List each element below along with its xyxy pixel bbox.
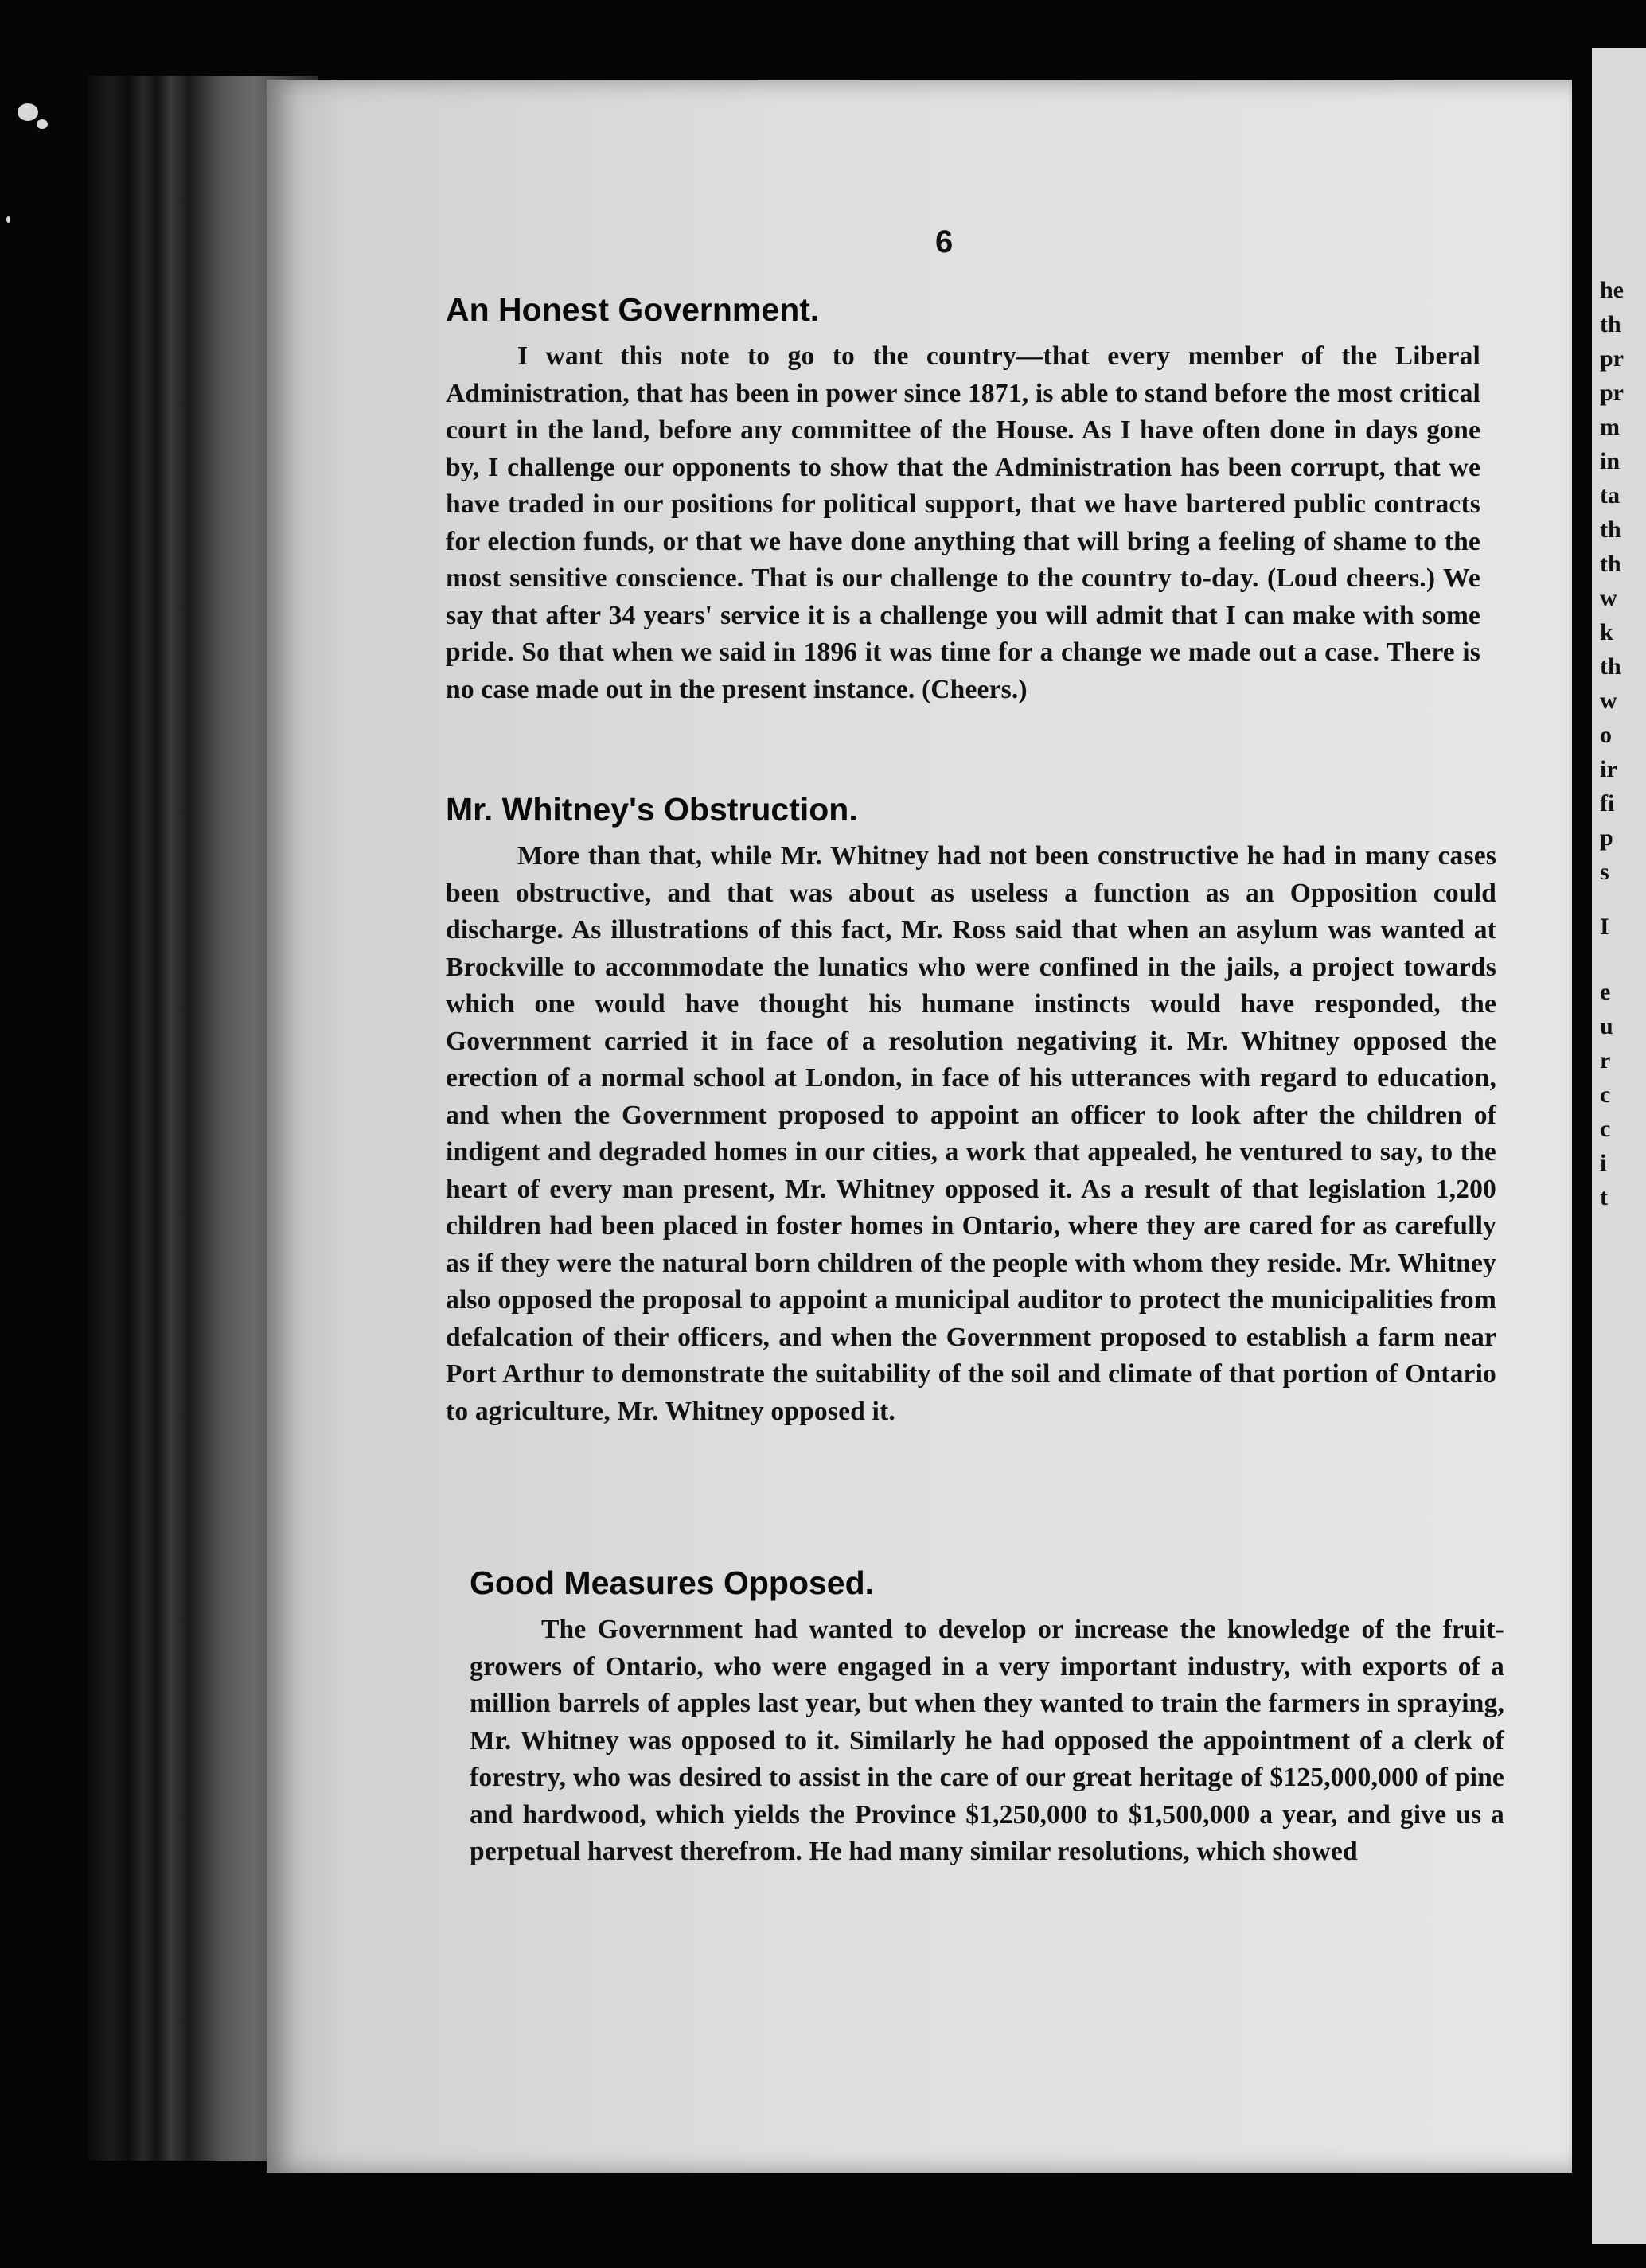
section-heading: Good Measures Opposed.: [470, 1565, 875, 1601]
dust-speck: [6, 216, 10, 223]
page-number: 6: [935, 224, 954, 259]
section-heading: An Honest Government.: [446, 291, 820, 328]
section-heading: Mr. Whitney's Obstruction.: [446, 791, 858, 828]
facing-page-text-fragment: w: [1600, 688, 1617, 714]
facing-page-text-fragment: pr: [1600, 345, 1624, 372]
facing-page-edge: [1592, 48, 1646, 2244]
facing-page-text-fragment: th: [1600, 311, 1621, 337]
facing-page-text-fragment: t: [1600, 1184, 1608, 1210]
facing-page-text-fragment: th: [1600, 551, 1621, 577]
section-paragraph: The Government had wanted to develop or increase the knowledge of the fruit-growers of Ontario, who were engaged in a very important industry, with exports of a million barrels of apples last year, but when they wanted to train the farmers in spraying, Mr. Whitney was opposed to it. Similarly he had opposed the appointment of a clerk of forestry, who was desired to assist in the care of our great heritage of $125,000,000 of pine and hardwood, which yields the Province $1,250,000 to $1,500,000 a year, and give us a perpetual harvest therefrom. He had many similar resolutions, which showed: [470, 1615, 1504, 1866]
facing-page-text-fragment: c: [1600, 1081, 1611, 1108]
dust-speck: [37, 119, 48, 129]
facing-page-text-fragment: k: [1600, 619, 1613, 645]
facing-page-text-fragment: o: [1600, 722, 1612, 748]
facing-page-text-fragment: c: [1600, 1116, 1611, 1142]
facing-page-text-fragment: fi: [1600, 790, 1615, 816]
facing-page-text-fragment: I: [1600, 914, 1609, 940]
facing-page-text-fragment: in: [1600, 448, 1621, 474]
facing-page-text-fragment: ta: [1600, 482, 1620, 509]
facing-page-text-fragment: s: [1600, 859, 1609, 885]
facing-page-text-fragment: e: [1600, 979, 1611, 1005]
facing-page-text-fragment: th: [1600, 516, 1621, 543]
facing-page-text-fragment: p: [1600, 824, 1613, 851]
section-paragraph: I want this note to go to the country—that every member of the Liberal Administration, that has been in power since 1871, is able to stand before the most critical court in the land, before any committee of the House. As I have often done in days gone by, I challenge our opponents to show that the Administration has been corrupt, that we have traded in our positions for political support, that we have bartered public contracts for election funds, or that we have done anything that will bring a feeling of shame to the most sensitive conscience. That is our challenge to the country to-day. (Loud cheers.) We say that after 34 years' service it is a challenge you will admit that I can make with some pride. So that when we said in 1896 it was time for a change we made out a case. There is no case made out in the present instance. (Cheers.): [446, 341, 1480, 704]
facing-page-text-fragment: u: [1600, 1013, 1613, 1039]
facing-page-text-fragment: th: [1600, 653, 1621, 680]
section-paragraph: More than that, while Mr. Whitney had not been constructive he had in many cases been obstructive, and that was about as useless a function as an Opposition could discharge. As illustrations of this fact, Mr. Ross said that when an asylum was wanted at Brockville to accommodate the lunatics who were confined in the jails, a project towards which one would have thought his humane instincts would have responded, the Government carried it in face of a resolution negativing it. Mr. Whitney opposed the erection of a normal school at London, in face of his utterances with regard to education, and when the Government proposed to appoint an officer to look after the children of indigent and degraded homes in our cities, a work that appealed, he ventured to say, to the heart of every man present, Mr. Whitney opposed it. As a result of that legislation 1,200 children had been placed in foster homes in Ontario, where they are cared for as carefully as if they were the natural born children of the people with whom they reside. Mr. Whitney also opposed the proposal to appoint a municipal auditor to protect the municipalities from defalcation of their officers, and when the Government proposed to establish a farm near Port Arthur to demonstrate the suitability of the soil and climate of that portion of Ontario to agriculture, Mr. Whitney opposed it.: [446, 841, 1496, 1426]
facing-page-text-fragment: w: [1600, 585, 1617, 611]
dust-speck: [18, 103, 38, 121]
facing-page-text-fragment: pr: [1600, 380, 1624, 406]
facing-page-text-fragment: m: [1600, 414, 1620, 440]
facing-page-text-fragment: ir: [1600, 756, 1617, 782]
facing-page-text-fragment: r: [1600, 1047, 1611, 1074]
facing-page-text-fragment: i: [1600, 1150, 1607, 1176]
facing-page-text-fragment: he: [1600, 277, 1624, 303]
